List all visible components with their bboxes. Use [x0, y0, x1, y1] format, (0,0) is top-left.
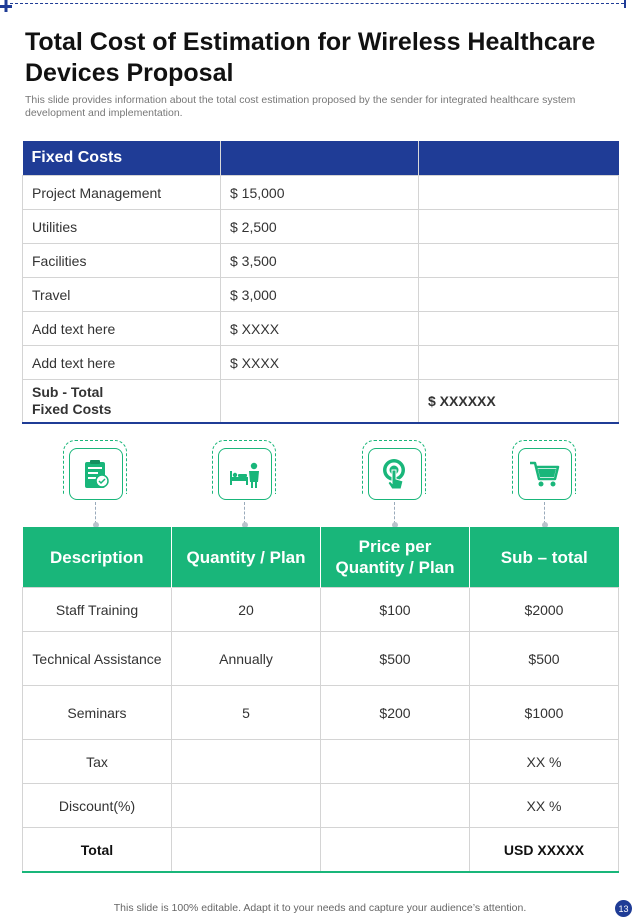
- price-cell: $200: [321, 686, 470, 740]
- cost-amount: $ 2,500: [221, 210, 419, 244]
- icon-connector: [544, 502, 545, 524]
- description-cell: Technical Assistance: [23, 632, 172, 686]
- subtotal-value: $ XXXXXX: [419, 380, 619, 424]
- top-border-line: [10, 3, 624, 4]
- subtotal-label: [23, 380, 221, 424]
- cost-amount: $ 3,000: [221, 278, 419, 312]
- table-row: [23, 278, 619, 312]
- empty-cell: [221, 380, 419, 424]
- table-row: [23, 244, 619, 278]
- table-row: [23, 686, 619, 740]
- icon-box: [69, 448, 123, 500]
- cost-amount: $ XXXX: [221, 346, 419, 380]
- icon-box: [218, 448, 272, 500]
- fixed-costs-header-blank: [419, 141, 619, 176]
- shopping-cart-icon: [528, 457, 562, 491]
- quantity-cell: [172, 740, 321, 784]
- empty-cell: [321, 828, 470, 873]
- page-title: Total Cost of Estimation for Wireless Healthcare Devices Proposal: [25, 28, 596, 87]
- column-header-price: Price per Quantity / Plan: [321, 527, 470, 588]
- table-row: [23, 632, 619, 686]
- icon-connector: [394, 502, 395, 524]
- empty-cell: [419, 244, 619, 278]
- footer-note: This slide is 100% editable. Adapt it to your needs and capture your audience’s attention.: [113, 902, 527, 914]
- empty-cell: [172, 828, 321, 873]
- icon-box: [518, 448, 572, 500]
- subtotal-row: [23, 380, 619, 424]
- table-row: [23, 176, 619, 210]
- empty-cell: [419, 346, 619, 380]
- icon-connector: [244, 502, 245, 524]
- price-cell: $100: [321, 588, 470, 632]
- cost-label: Facilities: [23, 244, 221, 278]
- cost-amount: $ XXXX: [221, 312, 419, 346]
- table-row: [23, 784, 619, 828]
- fixed-costs-header: Fixed Costs: [23, 141, 221, 176]
- table-row: [23, 210, 619, 244]
- description-cell: Seminars: [23, 686, 172, 740]
- icon-callout: [512, 440, 578, 530]
- patient-bed-nurse-icon: [228, 457, 262, 491]
- column-header-quantity: Quantity / Plan: [172, 527, 321, 588]
- subtotal-cell: $500: [470, 632, 619, 686]
- cost-label: Travel: [23, 278, 221, 312]
- touch-target-icon: [378, 457, 412, 491]
- quantity-cell: 5: [172, 686, 321, 740]
- fixed-costs-header-row: [23, 141, 619, 176]
- cost-amount: $ 15,000: [221, 176, 419, 210]
- subtotal-label-line1: Sub - Total: [32, 384, 104, 400]
- page-number-badge: 13: [615, 900, 632, 917]
- table-row: [23, 312, 619, 346]
- icon-box: [368, 448, 422, 500]
- subtotal-cell: $1000: [470, 686, 619, 740]
- icon-callout: [212, 440, 278, 530]
- table-row: [23, 346, 619, 380]
- cost-label: Add text here: [23, 346, 221, 380]
- table-row: [23, 588, 619, 632]
- cost-label: Add text here: [23, 312, 221, 346]
- description-cell: Discount(%): [23, 784, 172, 828]
- cost-breakdown-table: [22, 527, 619, 873]
- cost-table-header-row: [23, 527, 619, 588]
- fixed-costs-table: [22, 141, 619, 424]
- empty-cell: [419, 278, 619, 312]
- icon-callout: [362, 440, 428, 530]
- icon-connector: [95, 502, 96, 524]
- description-cell: Staff Training: [23, 588, 172, 632]
- column-header-description: Description: [23, 527, 172, 588]
- clipboard-report-icon: [79, 457, 113, 491]
- price-cell: $500: [321, 632, 470, 686]
- quantity-cell: Annually: [172, 632, 321, 686]
- quantity-cell: [172, 784, 321, 828]
- subtotal-cell: $2000: [470, 588, 619, 632]
- subtotal-cell: XX %: [470, 784, 619, 828]
- fixed-costs-header-blank: [221, 141, 419, 176]
- column-header-subtotal: Sub – total: [470, 527, 619, 588]
- icon-callout: [63, 440, 129, 530]
- table-row: [23, 740, 619, 784]
- subtotal-label-line2: Fixed Costs: [32, 401, 112, 417]
- cost-amount: $ 3,500: [221, 244, 419, 278]
- price-cell: [321, 740, 470, 784]
- subtotal-cell: XX %: [470, 740, 619, 784]
- description-cell: Tax: [23, 740, 172, 784]
- cost-label: Project Management: [23, 176, 221, 210]
- total-label: Total: [23, 828, 172, 873]
- total-row: [23, 828, 619, 873]
- top-border-end: [624, 0, 626, 8]
- price-cell: [321, 784, 470, 828]
- page-subtitle: This slide provides information about the total cost estimation proposed by the sender for integrated healthcare system development and implementation.: [25, 94, 576, 119]
- empty-cell: [419, 210, 619, 244]
- empty-cell: [419, 176, 619, 210]
- quantity-cell: 20: [172, 588, 321, 632]
- empty-cell: [419, 312, 619, 346]
- cost-label: Utilities: [23, 210, 221, 244]
- total-value: USD XXXXX: [470, 828, 619, 873]
